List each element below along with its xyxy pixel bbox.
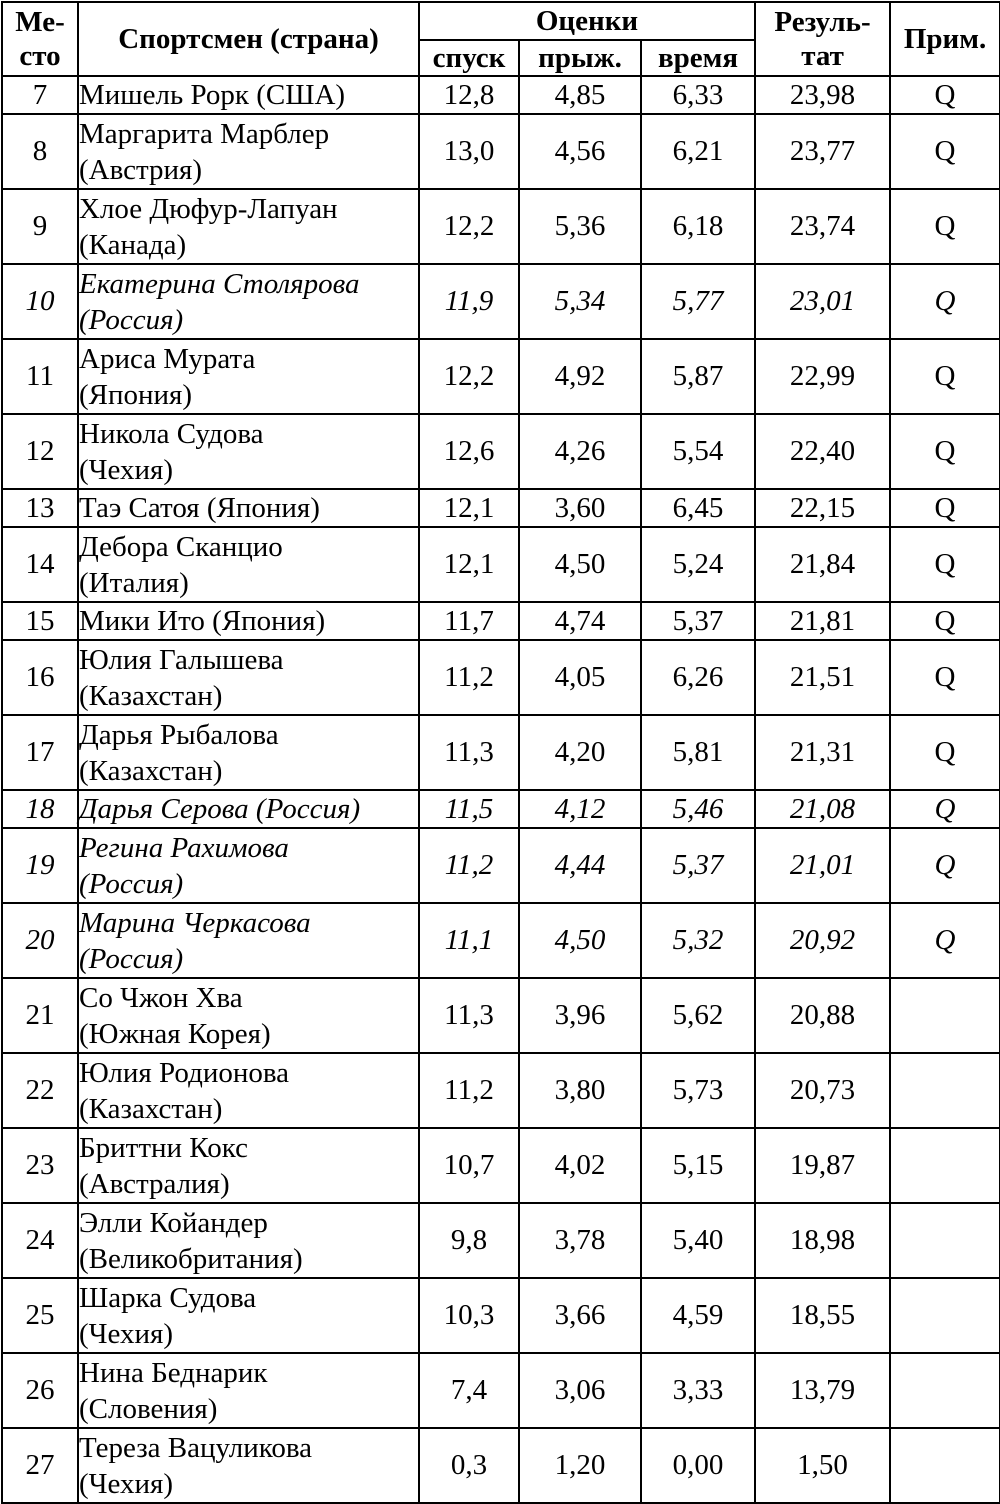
athlete-country: (Чехия) xyxy=(79,453,174,486)
cell-time: 5,24 xyxy=(641,527,755,602)
athlete-country: (Италия) xyxy=(79,566,189,599)
athlete-name: Бриттни Кокс xyxy=(79,1131,248,1164)
cell-result: 23,77 xyxy=(755,114,890,189)
cell-result: 21,84 xyxy=(755,527,890,602)
header-run: спуск xyxy=(419,40,519,76)
header-result-line2: тат xyxy=(801,40,844,72)
athlete-name: Нина Беднарик xyxy=(79,1356,268,1389)
cell-result: 18,55 xyxy=(755,1278,890,1353)
athlete-country: (Казахстан) xyxy=(79,679,223,712)
cell-note: Q xyxy=(890,715,1000,790)
table-row xyxy=(2,76,1000,114)
cell-jump: 3,96 xyxy=(519,978,641,1053)
table-row xyxy=(2,715,1000,790)
cell-time: 4,59 xyxy=(641,1278,755,1353)
cell-note: Q xyxy=(890,264,1000,339)
athlete-country: (Канада) xyxy=(79,228,187,261)
athlete-country: (Россия) xyxy=(79,303,184,336)
cell-athlete xyxy=(78,1053,419,1128)
cell-athlete xyxy=(78,339,419,414)
cell-place: 23 xyxy=(2,1128,78,1203)
athlete-country: (Россия) xyxy=(79,867,184,900)
cell-result: 18,98 xyxy=(755,1203,890,1278)
cell-time: 6,33 xyxy=(641,76,755,114)
table-row xyxy=(2,640,1000,715)
athlete-name: Шарка Судова xyxy=(79,1281,257,1314)
cell-result: 21,31 xyxy=(755,715,890,790)
cell-time: 0,00 xyxy=(641,1428,755,1503)
cell-athlete xyxy=(78,978,419,1053)
header-result xyxy=(755,2,890,76)
cell-time: 6,45 xyxy=(641,489,755,527)
cell-run: 11,2 xyxy=(419,828,519,903)
cell-result: 23,98 xyxy=(755,76,890,114)
cell-jump: 4,12 xyxy=(519,790,641,828)
cell-time: 5,15 xyxy=(641,1128,755,1203)
cell-result: 22,99 xyxy=(755,339,890,414)
cell-jump: 5,34 xyxy=(519,264,641,339)
cell-place: 8 xyxy=(2,114,78,189)
athlete-name: Таэ Сатоя (Япония) xyxy=(79,492,320,524)
cell-time: 6,18 xyxy=(641,189,755,264)
cell-run: 10,3 xyxy=(419,1278,519,1353)
cell-jump: 1,20 xyxy=(519,1428,641,1503)
cell-run: 12,1 xyxy=(419,527,519,602)
table-header xyxy=(2,2,1000,76)
table-row xyxy=(2,1428,1000,1503)
athlete-name: Дарья Серова (Россия) xyxy=(79,793,361,825)
table-row xyxy=(2,527,1000,602)
cell-jump: 4,74 xyxy=(519,602,641,640)
athlete-name: Никола Судова xyxy=(79,417,264,450)
table-row xyxy=(2,903,1000,978)
table-row xyxy=(2,1203,1000,1278)
athlete-name: Тереза Вацуликова xyxy=(79,1431,313,1464)
cell-jump: 4,20 xyxy=(519,715,641,790)
cell-athlete xyxy=(78,527,419,602)
table-row xyxy=(2,339,1000,414)
cell-run: 7,4 xyxy=(419,1353,519,1428)
cell-time: 6,26 xyxy=(641,640,755,715)
cell-run: 11,3 xyxy=(419,978,519,1053)
cell-result: 19,87 xyxy=(755,1128,890,1203)
cell-result: 13,79 xyxy=(755,1353,890,1428)
cell-place: 26 xyxy=(2,1353,78,1428)
athlete-name: Дарья Рыбалова xyxy=(79,718,279,751)
cell-note xyxy=(890,1353,1000,1428)
cell-athlete xyxy=(78,414,419,489)
table-row xyxy=(2,828,1000,903)
cell-jump: 5,36 xyxy=(519,189,641,264)
cell-place: 19 xyxy=(2,828,78,903)
cell-result: 20,88 xyxy=(755,978,890,1053)
cell-run: 12,1 xyxy=(419,489,519,527)
cell-note xyxy=(890,1203,1000,1278)
header-result-line1: Резуль- xyxy=(774,6,871,38)
cell-note: Q xyxy=(890,640,1000,715)
cell-place: 25 xyxy=(2,1278,78,1353)
athlete-name: Маргарита Марблер xyxy=(79,117,330,150)
cell-run: 12,2 xyxy=(419,339,519,414)
cell-athlete xyxy=(78,1278,419,1353)
cell-note xyxy=(890,1278,1000,1353)
athlete-country: (Япония) xyxy=(79,378,193,411)
cell-run: 12,6 xyxy=(419,414,519,489)
header-place xyxy=(2,2,78,76)
header-scores: Оценки xyxy=(419,2,755,40)
cell-place: 24 xyxy=(2,1203,78,1278)
cell-run: 11,2 xyxy=(419,640,519,715)
cell-result: 1,50 xyxy=(755,1428,890,1503)
cell-athlete xyxy=(78,828,419,903)
cell-result: 21,08 xyxy=(755,790,890,828)
athlete-country: (Казахстан) xyxy=(79,1092,223,1125)
cell-note xyxy=(890,1128,1000,1203)
table-row xyxy=(2,489,1000,527)
cell-place: 17 xyxy=(2,715,78,790)
cell-time: 5,37 xyxy=(641,828,755,903)
athlete-country: (Великобритания) xyxy=(79,1242,303,1275)
cell-athlete xyxy=(78,489,419,527)
header-jump: прыж. xyxy=(519,40,641,76)
cell-time: 5,32 xyxy=(641,903,755,978)
cell-time: 5,73 xyxy=(641,1053,755,1128)
table-row xyxy=(2,790,1000,828)
cell-run: 11,7 xyxy=(419,602,519,640)
cell-place: 27 xyxy=(2,1428,78,1503)
results-table xyxy=(1,1,1000,1504)
cell-place: 11 xyxy=(2,339,78,414)
cell-athlete xyxy=(78,76,419,114)
cell-time: 5,81 xyxy=(641,715,755,790)
cell-place: 13 xyxy=(2,489,78,527)
cell-result: 22,40 xyxy=(755,414,890,489)
cell-jump: 3,06 xyxy=(519,1353,641,1428)
cell-note: Q xyxy=(890,903,1000,978)
cell-run: 11,1 xyxy=(419,903,519,978)
athlete-name: Ариса Мурата xyxy=(79,342,256,375)
cell-note: Q xyxy=(890,828,1000,903)
cell-result: 21,01 xyxy=(755,828,890,903)
athlete-country: (Чехия) xyxy=(79,1467,174,1500)
athlete-country: (Австрия) xyxy=(79,153,203,186)
cell-place: 9 xyxy=(2,189,78,264)
cell-time: 5,87 xyxy=(641,339,755,414)
header-place-line1: Ме- xyxy=(15,6,65,38)
athlete-name: Элли Койандер xyxy=(79,1206,268,1239)
cell-time: 5,46 xyxy=(641,790,755,828)
athlete-country: (Казахстан) xyxy=(79,754,223,787)
athlete-country: (Словения) xyxy=(79,1392,218,1425)
athlete-name: Юлия Галышева xyxy=(79,643,284,676)
cell-note xyxy=(890,1428,1000,1503)
athlete-country: (Австралия) xyxy=(79,1167,230,1200)
athlete-country: (Чехия) xyxy=(79,1317,174,1350)
cell-result: 23,01 xyxy=(755,264,890,339)
cell-time: 5,40 xyxy=(641,1203,755,1278)
cell-time: 6,21 xyxy=(641,114,755,189)
athlete-name: Хлое Дюфур-Лапуан xyxy=(79,192,338,225)
cell-run: 12,8 xyxy=(419,76,519,114)
cell-place: 21 xyxy=(2,978,78,1053)
cell-jump: 4,56 xyxy=(519,114,641,189)
cell-athlete xyxy=(78,790,419,828)
cell-note: Q xyxy=(890,602,1000,640)
header-note: Прим. xyxy=(890,2,1000,76)
cell-athlete xyxy=(78,114,419,189)
table-row xyxy=(2,414,1000,489)
cell-note xyxy=(890,1053,1000,1128)
table-row xyxy=(2,978,1000,1053)
cell-note: Q xyxy=(890,114,1000,189)
cell-place: 20 xyxy=(2,903,78,978)
cell-run: 11,9 xyxy=(419,264,519,339)
athlete-country: (Россия) xyxy=(79,942,184,975)
cell-result: 22,15 xyxy=(755,489,890,527)
cell-note: Q xyxy=(890,339,1000,414)
athlete-name: Со Чжон Хва xyxy=(79,981,243,1014)
cell-run: 9,8 xyxy=(419,1203,519,1278)
cell-result: 21,51 xyxy=(755,640,890,715)
cell-jump: 3,78 xyxy=(519,1203,641,1278)
cell-place: 16 xyxy=(2,640,78,715)
athlete-country: (Южная Корея) xyxy=(79,1017,271,1050)
cell-jump: 4,92 xyxy=(519,339,641,414)
table-row xyxy=(2,114,1000,189)
cell-note xyxy=(890,978,1000,1053)
table-row xyxy=(2,264,1000,339)
header-time: время xyxy=(641,40,755,76)
table-row xyxy=(2,1053,1000,1128)
cell-jump: 3,60 xyxy=(519,489,641,527)
cell-run: 11,5 xyxy=(419,790,519,828)
cell-result: 23,74 xyxy=(755,189,890,264)
table-row xyxy=(2,1353,1000,1428)
cell-time: 5,54 xyxy=(641,414,755,489)
cell-run: 11,3 xyxy=(419,715,519,790)
cell-run: 0,3 xyxy=(419,1428,519,1503)
cell-note: Q xyxy=(890,76,1000,114)
cell-jump: 4,44 xyxy=(519,828,641,903)
cell-athlete xyxy=(78,640,419,715)
table-row xyxy=(2,189,1000,264)
cell-note: Q xyxy=(890,189,1000,264)
cell-athlete xyxy=(78,903,419,978)
cell-note: Q xyxy=(890,527,1000,602)
cell-run: 10,7 xyxy=(419,1128,519,1203)
cell-result: 21,81 xyxy=(755,602,890,640)
header-athlete: Спортсмен (страна) xyxy=(78,2,419,76)
table-row xyxy=(2,1128,1000,1203)
cell-jump: 4,02 xyxy=(519,1128,641,1203)
athlete-name: Регина Рахимова xyxy=(79,831,289,864)
table-body xyxy=(2,76,1000,1503)
cell-place: 18 xyxy=(2,790,78,828)
cell-note: Q xyxy=(890,790,1000,828)
cell-athlete xyxy=(78,1428,419,1503)
cell-jump: 4,50 xyxy=(519,903,641,978)
cell-place: 14 xyxy=(2,527,78,602)
cell-athlete xyxy=(78,602,419,640)
cell-athlete xyxy=(78,264,419,339)
athlete-name: Дебора Сканцио xyxy=(79,530,283,563)
cell-result: 20,92 xyxy=(755,903,890,978)
cell-athlete xyxy=(78,715,419,790)
cell-jump: 3,80 xyxy=(519,1053,641,1128)
cell-result: 20,73 xyxy=(755,1053,890,1128)
athlete-name: Марина Черкасова xyxy=(79,906,311,939)
cell-jump: 4,85 xyxy=(519,76,641,114)
cell-athlete xyxy=(78,1353,419,1428)
cell-note: Q xyxy=(890,489,1000,527)
cell-place: 12 xyxy=(2,414,78,489)
cell-note: Q xyxy=(890,414,1000,489)
header-place-line2: сто xyxy=(19,40,61,72)
cell-place: 15 xyxy=(2,602,78,640)
cell-place: 10 xyxy=(2,264,78,339)
table-row xyxy=(2,602,1000,640)
cell-time: 5,37 xyxy=(641,602,755,640)
cell-time: 3,33 xyxy=(641,1353,755,1428)
cell-athlete xyxy=(78,1128,419,1203)
cell-place: 22 xyxy=(2,1053,78,1128)
cell-jump: 3,66 xyxy=(519,1278,641,1353)
athlete-name: Мишель Рорк (США) xyxy=(79,79,346,111)
cell-athlete xyxy=(78,1203,419,1278)
cell-jump: 4,50 xyxy=(519,527,641,602)
cell-place: 7 xyxy=(2,76,78,114)
cell-time: 5,77 xyxy=(641,264,755,339)
cell-jump: 4,05 xyxy=(519,640,641,715)
cell-jump: 4,26 xyxy=(519,414,641,489)
cell-time: 5,62 xyxy=(641,978,755,1053)
athlete-name: Екатерина Столярова xyxy=(79,267,360,300)
table-row xyxy=(2,1278,1000,1353)
cell-run: 13,0 xyxy=(419,114,519,189)
athlete-name: Юлия Родионова xyxy=(79,1056,290,1089)
cell-athlete xyxy=(78,189,419,264)
cell-run: 11,2 xyxy=(419,1053,519,1128)
athlete-name: Мики Ито (Япония) xyxy=(79,605,326,637)
cell-run: 12,2 xyxy=(419,189,519,264)
